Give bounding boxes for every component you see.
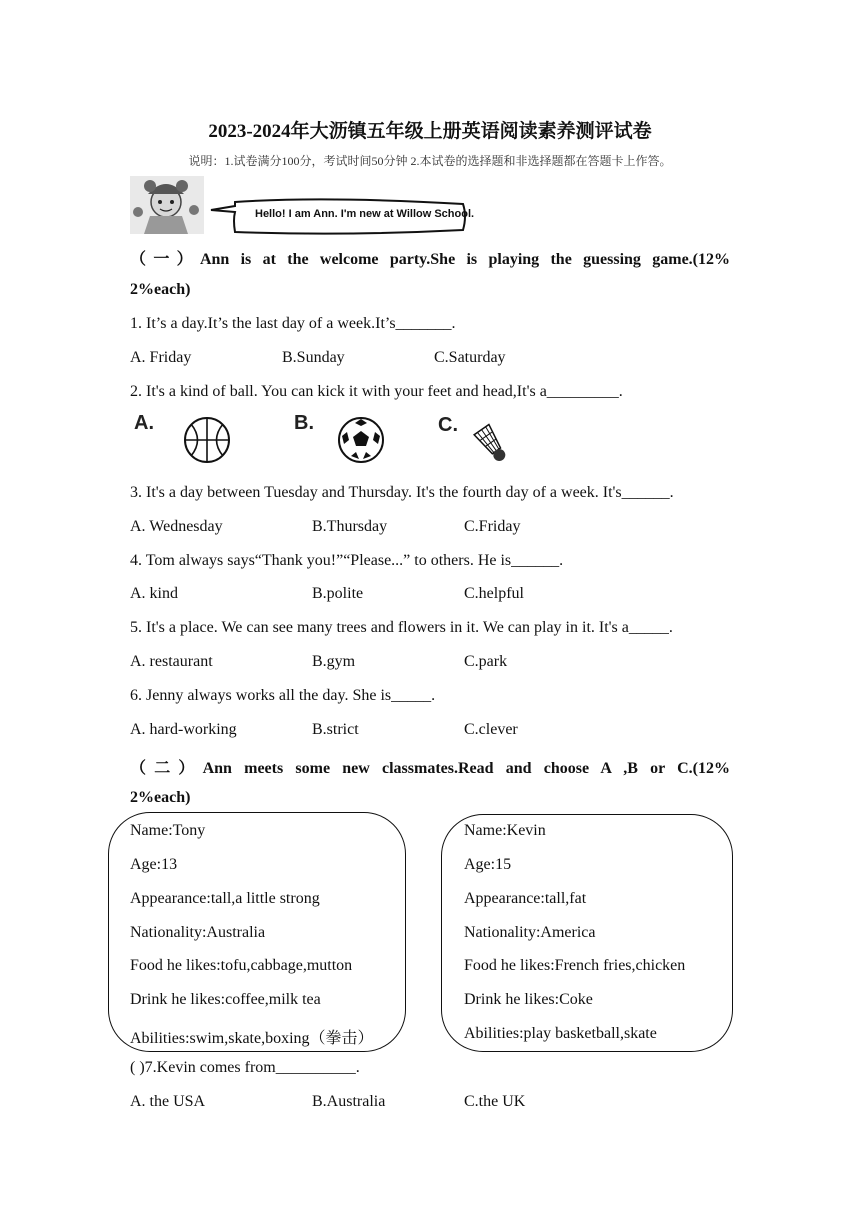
- q2-label-b: B.: [294, 412, 314, 434]
- tony-age: Age:13: [130, 856, 178, 873]
- tony-abilities: Abilities:swim,skate,boxing（拳击）: [130, 1030, 374, 1047]
- q6-option-b: B.strict: [312, 721, 359, 738]
- kevin-drink: Drink he likes:Coke: [464, 991, 593, 1008]
- q7-option-c: C.the UK: [464, 1093, 526, 1110]
- page-title: 2023-2024年大沥镇五年级上册英语阅读素养测评试卷: [208, 121, 652, 142]
- q5-option-a: A. restaurant: [130, 653, 213, 670]
- kevin-appearance: Appearance:tall,fat: [464, 890, 587, 907]
- q5-option-b: B.gym: [312, 653, 356, 670]
- shuttlecock-icon: [468, 422, 518, 470]
- q4-option-b: B.polite: [312, 585, 364, 602]
- speech-text: Hello! I am Ann. I'm new at Willow School.: [255, 208, 475, 220]
- section-2-heading-cont: 2%each): [130, 789, 191, 806]
- tony-drink: Drink he likes:coffee,milk tea: [130, 991, 321, 1008]
- q3-option-c: C.Friday: [464, 518, 521, 535]
- question-6: 6. Jenny always works all the day. She is_____.: [130, 687, 436, 704]
- question-1: 1. It’s a day.It’s the last day of a week.It’s_______.: [130, 315, 456, 332]
- q2-label-a: A.: [134, 412, 154, 434]
- question-3: 3. It's a day between Tuesday and Thursday. It's the fourth day of a week. It's______.: [130, 484, 674, 501]
- q1-option-c: C.Saturday: [434, 349, 506, 366]
- speech-bubble: [205, 196, 475, 238]
- q3-option-b: B.Thursday: [312, 518, 388, 535]
- question-7: ( )7.Kevin comes from__________.: [130, 1059, 360, 1076]
- tony-appearance: Appearance:tall,a little strong: [130, 890, 320, 907]
- tony-nationality: Nationality:Australia: [130, 924, 266, 941]
- kevin-age: Age:15: [464, 856, 512, 873]
- section-1-heading-cont: 2%each): [130, 281, 191, 298]
- exam-instructions: 说明：1.试卷满分100分，考试时间50分钟 2.本试卷的选择题和非选择题都在答题卡上作答。: [188, 154, 672, 168]
- q6-option-a: A. hard-working: [130, 721, 237, 738]
- q1-option-b: B.Sunday: [282, 349, 345, 366]
- q7-option-a: A. the USA: [130, 1093, 206, 1110]
- basketball-icon: [182, 414, 232, 466]
- kevin-nationality: Nationality:America: [464, 924, 596, 941]
- tony-name: Name:Tony: [130, 822, 206, 839]
- kevin-abilities: Abilities:play basketball,skate: [464, 1025, 657, 1042]
- question-5: 5. It's a place. We can see many trees and flowers in it. We can play in it. It's a_____.: [130, 619, 673, 636]
- question-4: 4. Tom always says“Thank you!”“Please...” to others. He is______.: [130, 552, 564, 569]
- kevin-name: Name:Kevin: [464, 822, 546, 839]
- girl-illustration: [130, 176, 204, 234]
- q4-option-a: A. kind: [130, 585, 178, 602]
- tony-food: Food he likes:tofu,cabbage,mutton: [130, 957, 353, 974]
- section-1-heading: （一）Ann is at the welcome party.She is playing the guessing game.(12%: [130, 251, 730, 268]
- q1-option-a: A. Friday: [130, 349, 192, 366]
- q5-option-c: C.park: [464, 653, 508, 670]
- q2-picture-options: [130, 408, 530, 472]
- q6-option-c: C.clever: [464, 721, 518, 738]
- question-2: 2. It's a kind of ball. You can kick it with your feet and head,It's a_________.: [130, 383, 623, 400]
- football-icon: [336, 414, 386, 466]
- kevin-food: Food he likes:French fries,chicken: [464, 957, 686, 974]
- q2-label-c: C.: [438, 414, 458, 436]
- q4-option-c: C.helpful: [464, 585, 524, 602]
- q3-option-a: A. Wednesday: [130, 518, 223, 535]
- section-2-heading: （二）Ann meets some new classmates.Read and choose A ,B or C.(12%: [130, 760, 730, 777]
- q7-option-b: B.Australia: [312, 1093, 386, 1110]
